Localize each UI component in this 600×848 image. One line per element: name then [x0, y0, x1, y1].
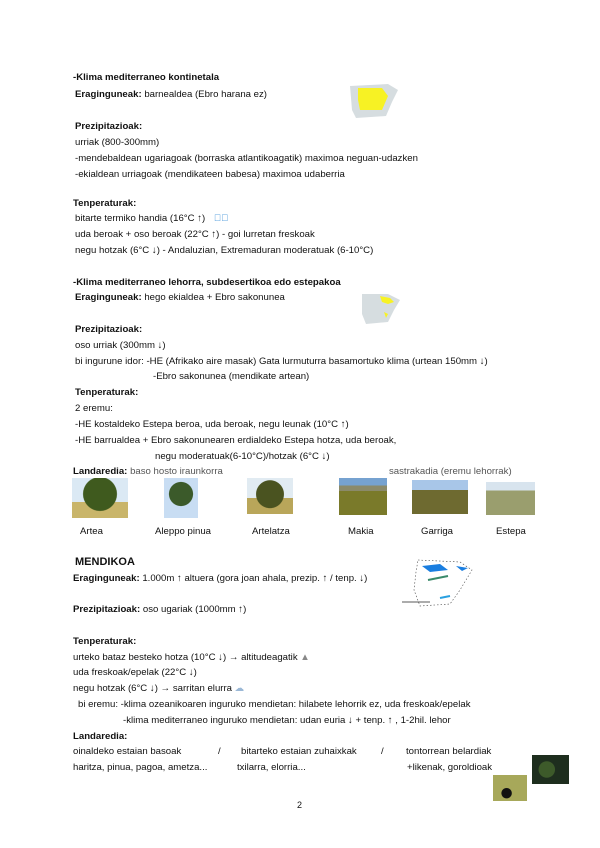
species-top: +likenak, goroldioak [407, 762, 493, 773]
value: 1.000m ↑ altuera (gora joan ahala, prezip. ↑ / tenp. ↓) [142, 573, 368, 584]
page-number: 2 [297, 800, 303, 810]
zone-top: tontorrean belardiak [406, 746, 492, 757]
photo-artelatza [247, 478, 293, 514]
text-line: negu hotzak (6°C ↓) - Andaluzian, Extremaduran moderatuak (6-10°C) [75, 245, 374, 256]
caption-estepa: Estepa [496, 526, 526, 537]
section1-prezip-label: Prezipitazioak: [75, 121, 143, 132]
section1-eraginguneak [75, 89, 267, 101]
text-line: 2 eremu: [75, 403, 113, 414]
section2-temp-label: Tenperaturak: [75, 387, 139, 398]
label: Eraginguneak: [75, 89, 142, 100]
photo-artea [72, 478, 128, 518]
text-line: -HE kostaldeko Estepa beroa, uda beroak, negu leunak (10°C ↑) [75, 419, 349, 430]
label: Prezipitazioak: [73, 604, 141, 615]
text-line: uda freskoak/epelak (22°C ↓) [73, 667, 197, 678]
section3-temp-label: Tenperaturak: [73, 636, 137, 647]
separator: / [381, 746, 384, 757]
section3-landaredia-label: Landaredia: [73, 731, 128, 742]
text-line: urriak (800-300mm) [75, 137, 160, 148]
zone-base: oinaldeko estaian basoak [73, 746, 182, 757]
spain-map-continental [348, 82, 404, 124]
text-line: oso urriak (300mm ↓) [75, 340, 166, 351]
caption-artea: Artea [80, 526, 103, 537]
value: hego ekialdea + Ebro sakonunea [144, 292, 285, 303]
section2-prezip-label: Prezipitazioak: [75, 324, 143, 335]
photo-lichen [493, 775, 527, 801]
photo-garriga [412, 480, 468, 514]
text-line: urteko bataz besteko hotza (10°C ↓) → altitudeagatik [73, 652, 298, 663]
caption-aleppo-pinua: Aleppo pinua [155, 526, 212, 537]
text-line: -klima mediterraneo inguruko mendietan: udan euria ↓ + tenp. ↑ , 1-2hil. lehor [123, 715, 451, 726]
weather-icon: ☀ [213, 213, 229, 224]
species-base: haritza, pinua, pagoa, ametza... [73, 762, 208, 773]
text-line: bi ingurune idor: -HE (Afrikako aire masak) Gata lurmuturra basamortuko klima (urtean 150mm ↓) [75, 356, 488, 367]
text-line: bitarte termiko handia (16°C ↑) [75, 213, 206, 224]
spain-map-arid [358, 292, 404, 326]
photo-estepa [486, 482, 535, 515]
value: baso hosto iraunkorra [130, 466, 223, 477]
separator: / [218, 746, 221, 757]
text-line: -mendebaldean ugariagoak (borraska atlantikoagatik) maximoa neguan-udazken [75, 153, 418, 164]
section1-temp-label: Tenperaturak: [73, 198, 137, 209]
spain-map-mountain [400, 556, 480, 614]
text-line: bi eremu: -klima ozeanikoaren inguruko mendietan: hilabete lehorrik ez, uda freskoak/epelak [78, 699, 471, 710]
photo-aleppo-pinua [164, 478, 198, 518]
caption-artelatza: Artelatza [252, 526, 290, 537]
text-line: -ekialdean urriagoak (mendikateen babesa) maximoa udaberria [75, 169, 345, 180]
label: Eraginguneak: [73, 573, 140, 584]
section2-title: -Klima mediterraneo lehorra, subdesertikoa edo estepakoa [73, 277, 341, 288]
text-line: uda beroak + oso beroak (22°C ↑) - goi lurretan freskoak [75, 229, 315, 240]
mountain-icon: ▲ [300, 652, 310, 663]
landaredia-right: sastrakadia (eremu lehorrak) [389, 466, 512, 477]
text-line: negu moderatuak(6-10°C)/hotzak (6°C ↓) [155, 451, 330, 462]
snow-cloud-icon: ☁ [234, 683, 245, 694]
caption-makia: Makia [348, 526, 374, 537]
label: Landaredia: [73, 466, 128, 477]
photo-makia [339, 478, 387, 515]
text-line: negu hotzak (6°C ↓) → sarritan elurra [73, 683, 232, 694]
value: barnealdea (Ebro harana ez) [144, 89, 267, 100]
zone-middle: bitarteko estaian zuhaixkak [241, 746, 357, 757]
species-middle: txilarra, elorria... [237, 762, 306, 773]
text-line: -Ebro sakonunea (mendikate artean) [153, 371, 310, 382]
section3-title: MENDIKOA [75, 556, 135, 568]
value: oso ugariak (1000mm ↑) [142, 604, 247, 615]
section1-title: -Klima mediterraneo kontinetala [73, 72, 220, 83]
photo-moss [532, 755, 569, 784]
text-line: -HE barrualdea + Ebro sakonunearen erdialdeko Estepa hotza, uda beroak, [75, 435, 397, 446]
label: Eraginguneak: [75, 292, 142, 303]
caption-garriga: Garriga [421, 526, 453, 537]
